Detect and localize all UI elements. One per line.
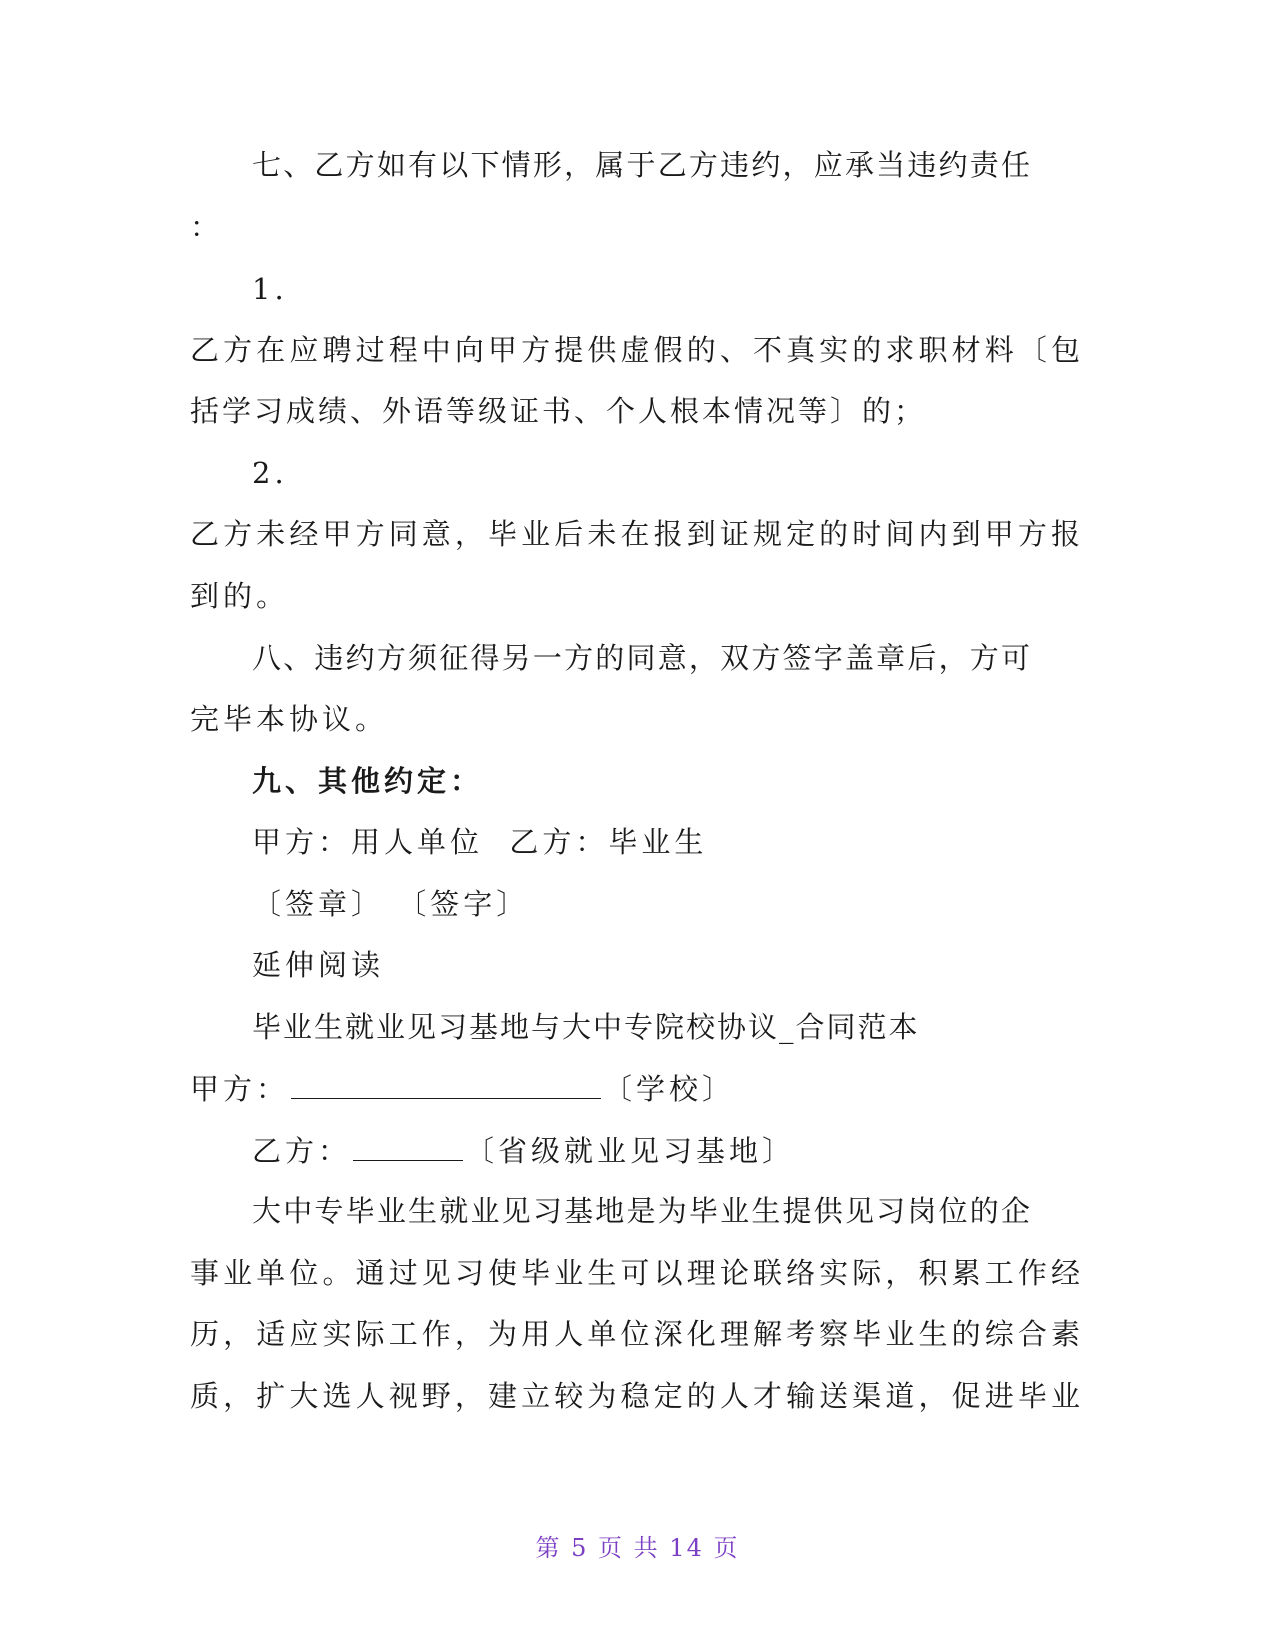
clause7-item1-number: 1. (252, 272, 288, 306)
body-line3: 历，适应实际工作，为用人单位深化理解考察毕业生的综合素 (190, 1317, 1080, 1351)
extended-reading-title: 毕业生就业见习基地与大中专院校协议_合同范本 (252, 1010, 920, 1044)
party-a-label: 甲方： (190, 1072, 290, 1106)
clause7-item1-line2: 括学习成绩、外语等级证书、个人根本情况等〕的； (190, 394, 927, 428)
clause9-parties: 甲方：用人单位 乙方：毕业生 (252, 825, 708, 859)
clause8-line2: 完毕本协议。 (190, 702, 389, 736)
body-line2: 事业单位。通过见习使毕业生可以理论联络实际，积累工作经 (190, 1256, 1080, 1290)
clause7-item2-line2: 到的。 (190, 579, 290, 613)
clause7-item1-line1: 乙方在应聘过程中向甲方提供虚假的、不真实的求职材料〔包 (190, 333, 1080, 367)
clause7-item2-line1: 乙方未经甲方同意，毕业后未在报到证规定的时间内到甲方报 (190, 517, 1080, 551)
clause8-line1: 八、违约方须征得另一方的同意，双方签字盖章后，方可 (252, 641, 1030, 675)
party-a-blank[interactable] (291, 1068, 601, 1099)
body-line4: 质，扩大选人视野，建立较为稳定的人才输送渠道，促进毕业 (190, 1379, 1080, 1413)
party-b-suffix: 〔省级就业见习基地〕 (465, 1134, 796, 1168)
party-b-blank[interactable] (353, 1130, 463, 1161)
clause7-item2-number: 2. (252, 456, 288, 490)
clause9-heading: 九、其他约定： (252, 764, 484, 798)
clause7-title-line2: ： (190, 210, 224, 244)
party-b-label: 乙方： (252, 1134, 352, 1168)
page-footer: 第 5 页 共 14 页 (535, 1534, 740, 1562)
party-a-line (190, 1068, 735, 1108)
extended-reading-label: 延伸阅读 (252, 948, 385, 982)
body-line1: 大中专毕业生就业见习基地是为毕业生提供见习岗位的企 (252, 1194, 1030, 1228)
clause9-signatures: 〔签章〕 〔签字〕 (252, 887, 530, 921)
party-b-line (252, 1130, 795, 1170)
party-a-suffix: 〔学校〕 (603, 1072, 736, 1106)
clause7-title-line1: 七、乙方如有以下情形，属于乙方违约，应承当违约责任 (252, 148, 1030, 182)
